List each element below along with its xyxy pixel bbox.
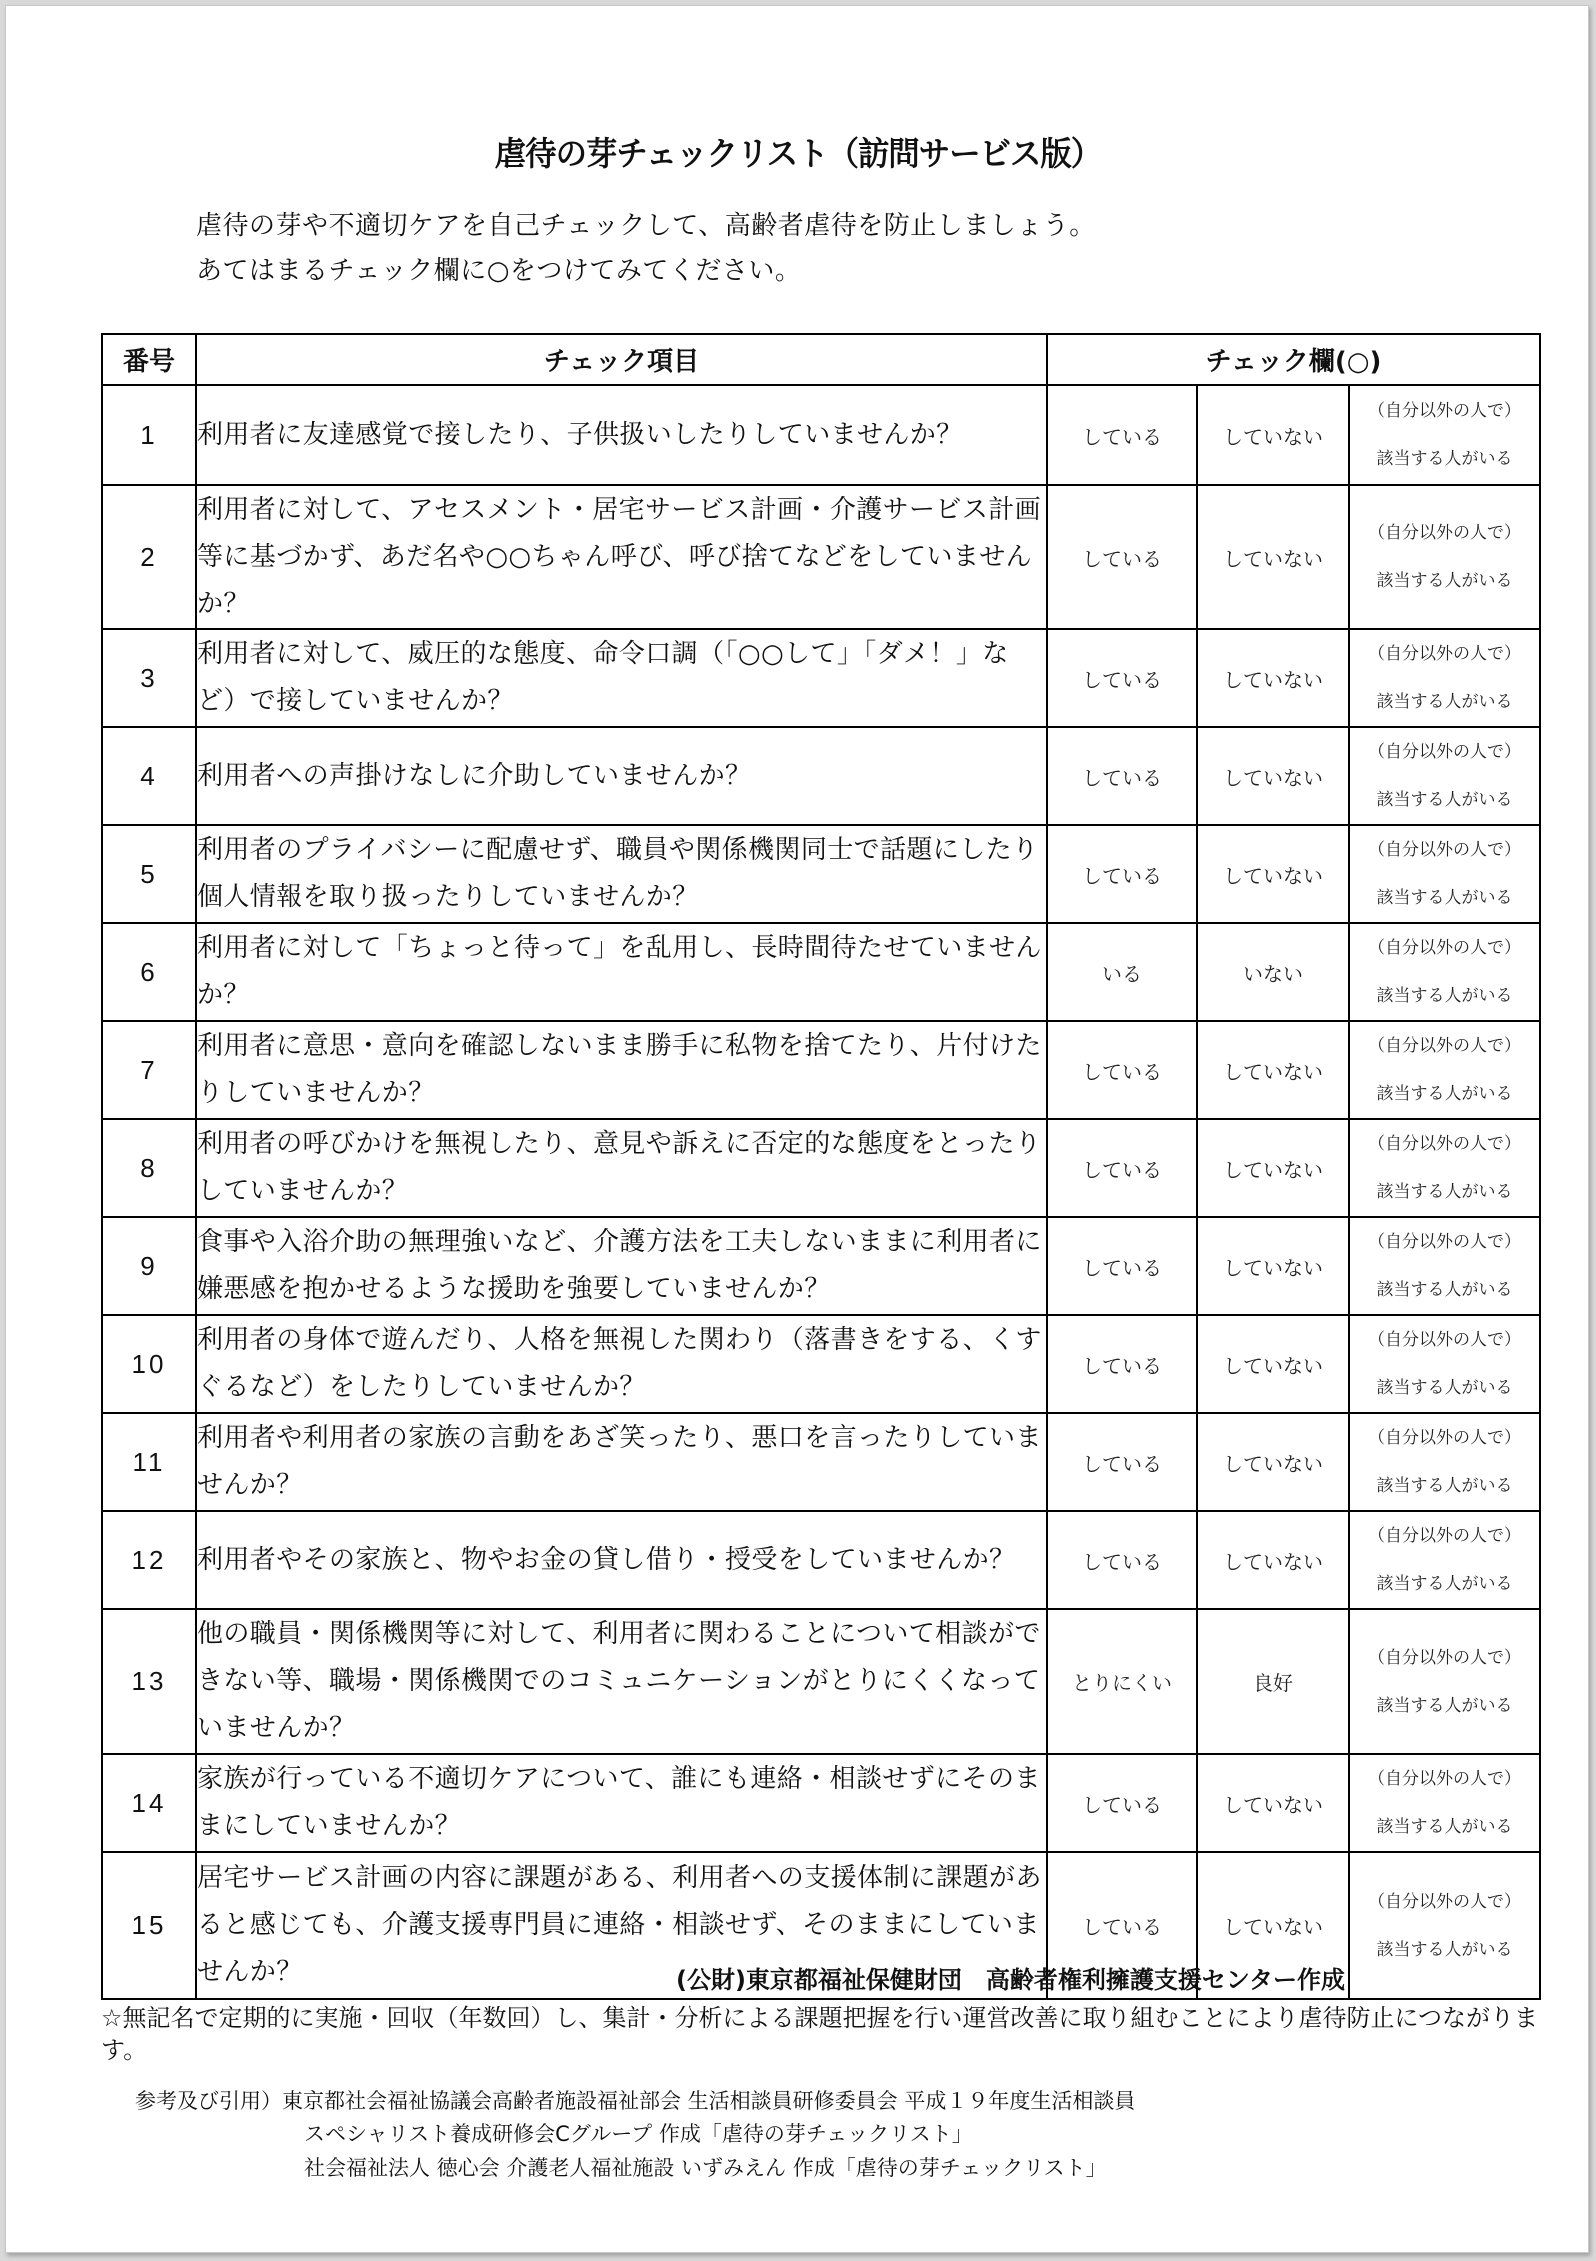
check-option-others[interactable] bbox=[1349, 1119, 1540, 1217]
row-check-item: 利用者の呼びかけを無視したり、意見や訴えに否定的な態度をとったりしていませんか？ bbox=[196, 1119, 1047, 1217]
table-row bbox=[102, 1609, 1540, 1754]
check-option-others[interactable] bbox=[1349, 1021, 1540, 1119]
table-row bbox=[102, 385, 1540, 485]
others-line-1: （自分以外の人で） bbox=[1368, 1036, 1522, 1056]
others-line-1: （自分以外の人で） bbox=[1368, 523, 1522, 543]
check-option-yes[interactable]: している bbox=[1047, 1119, 1197, 1217]
others-line-2: 該当する人がいる bbox=[1376, 888, 1513, 908]
check-option-no[interactable]: 良好 bbox=[1197, 1609, 1349, 1754]
row-number: 11 bbox=[102, 1413, 196, 1511]
check-option-no[interactable]: していない bbox=[1197, 1021, 1349, 1119]
others-line-2: 該当する人がいる bbox=[1376, 1378, 1513, 1398]
row-number: 4 bbox=[102, 727, 196, 825]
check-option-no[interactable]: していない bbox=[1197, 629, 1349, 727]
table-row bbox=[102, 485, 1540, 629]
others-line-1: （自分以外の人で） bbox=[1368, 1330, 1522, 1350]
row-number: 9 bbox=[102, 1217, 196, 1315]
check-option-no[interactable]: していない bbox=[1197, 1315, 1349, 1413]
row-check-item: 利用者や利用者の家族の言動をあざ笑ったり、悪口を言ったりしていませんか？ bbox=[196, 1413, 1047, 1511]
check-option-others[interactable] bbox=[1349, 1852, 1540, 1999]
table-row bbox=[102, 1511, 1540, 1609]
check-option-others[interactable] bbox=[1349, 825, 1540, 923]
table-row bbox=[102, 1754, 1540, 1852]
page-title: 虐待の芽チェックリスト（訪問サービス版） bbox=[494, 134, 1102, 173]
check-option-yes[interactable]: している bbox=[1047, 629, 1197, 727]
check-option-others[interactable] bbox=[1349, 385, 1540, 485]
others-line-2: 該当する人がいる bbox=[1376, 692, 1513, 712]
table-row bbox=[102, 727, 1540, 825]
row-check-item: 利用者のプライバシーに配慮せず、職員や関係機関同士で話題にしたり個人情報を取り扱ったりしていませんか？ bbox=[196, 825, 1047, 923]
credit-line: (公財)東京都福祉保健財団 高齢者権利擁護支援センター作成 bbox=[676, 1966, 1345, 1994]
others-line-1: （自分以外の人で） bbox=[1368, 1232, 1522, 1252]
row-check-item: 居宅サービス計画の内容に課題がある、利用者への支援体制に課題があると感じても、介護支援専門員に連絡・相談せず、そのままにしていませんか？ bbox=[196, 1852, 1047, 1999]
others-line-1: （自分以外の人で） bbox=[1368, 840, 1522, 860]
others-line-2: 該当する人がいる bbox=[1376, 1182, 1513, 1202]
row-check-item: 利用者に対して「ちょっと待って」を乱用し、長時間待たせていませんか？ bbox=[196, 923, 1047, 1021]
check-option-others[interactable] bbox=[1349, 923, 1540, 1021]
check-option-no[interactable]: いない bbox=[1197, 923, 1349, 1021]
check-option-no[interactable]: していない bbox=[1197, 1119, 1349, 1217]
reference-line-3: 社会福祉法人 徳心会 介護老人福祉施設 いずみえん 作成「虐待の芽チェックリスト」 bbox=[304, 2156, 1107, 2180]
reference-line-1: 参考及び引用）東京都社会福祉協議会高齢者施設福祉部会 生活相談員研修委員会 平成１９年度生活相談員 bbox=[135, 2089, 1136, 2113]
others-line-1: （自分以外の人で） bbox=[1368, 1428, 1522, 1448]
intro-line-1: 虐待の芽や不適切ケアを自己チェックして、高齢者虐待を防止しましょう。 bbox=[196, 211, 1096, 241]
check-option-others[interactable] bbox=[1349, 1754, 1540, 1852]
check-option-yes[interactable]: している bbox=[1047, 1852, 1197, 1999]
usage-note: ☆無記名で定期的に実施・回収（年数回）し、集計・分析による課題把握を行い運営改善に取り組むことにより虐待防止につながります。 bbox=[101, 2004, 1539, 2064]
check-option-no[interactable]: していない bbox=[1197, 825, 1349, 923]
check-option-yes[interactable]: している bbox=[1047, 1021, 1197, 1119]
row-check-item: 利用者に対して、アセスメント・居宅サービス計画・介護サービス計画等に基づかず、あだ名や○○ちゃん呼び、呼び捨てなどをしていませんか？ bbox=[196, 485, 1047, 629]
others-line-2: 該当する人がいる bbox=[1376, 1939, 1513, 1960]
row-check-item: 利用者の身体で遊んだり、人格を無視した関わり（落書きをする、くすぐるなど）をしたりしていませんか？ bbox=[196, 1315, 1047, 1413]
check-option-others[interactable] bbox=[1349, 727, 1540, 825]
check-option-yes[interactable]: している bbox=[1047, 485, 1197, 629]
row-number: 8 bbox=[102, 1119, 196, 1217]
check-option-yes[interactable]: している bbox=[1047, 1315, 1197, 1413]
others-line-1: （自分以外の人で） bbox=[1368, 1891, 1522, 1912]
others-line-1: （自分以外の人で） bbox=[1368, 401, 1522, 421]
checklist-table bbox=[101, 333, 1541, 2000]
table-row bbox=[102, 1021, 1540, 1119]
table-row bbox=[102, 1119, 1540, 1217]
row-number: 13 bbox=[102, 1609, 196, 1754]
table-row bbox=[102, 1413, 1540, 1511]
others-line-1: （自分以外の人で） bbox=[1368, 1769, 1522, 1789]
row-check-item: 利用者に対して、威圧的な態度、命令口調（「○○して」「ダメ！」など）で接していませんか？ bbox=[196, 629, 1047, 727]
reference-line-2: スペシャリスト養成研修会Cグループ 作成「虐待の芽チェックリスト」 bbox=[304, 2122, 973, 2146]
others-line-1: （自分以外の人で） bbox=[1368, 1647, 1522, 1668]
others-line-2: 該当する人がいる bbox=[1376, 986, 1513, 1006]
others-line-2: 該当する人がいる bbox=[1376, 1476, 1513, 1496]
check-option-yes[interactable]: している bbox=[1047, 1217, 1197, 1315]
check-option-no[interactable]: していない bbox=[1197, 727, 1349, 825]
row-number: 12 bbox=[102, 1511, 196, 1609]
others-line-1: （自分以外の人で） bbox=[1368, 742, 1522, 762]
check-option-no[interactable]: していない bbox=[1197, 385, 1349, 485]
row-check-item: 利用者やその家族と、物やお金の貸し借り・授受をしていませんか？ bbox=[196, 1511, 1047, 1609]
check-option-yes[interactable]: いる bbox=[1047, 923, 1197, 1021]
row-check-item: 利用者への声掛けなしに介助していませんか？ bbox=[196, 727, 1047, 825]
check-option-no[interactable]: していない bbox=[1197, 1754, 1349, 1852]
check-option-no[interactable]: していない bbox=[1197, 1852, 1349, 1999]
row-number: 6 bbox=[102, 923, 196, 1021]
check-option-others[interactable] bbox=[1349, 1315, 1540, 1413]
others-line-2: 該当する人がいる bbox=[1376, 1574, 1513, 1594]
others-line-2: 該当する人がいる bbox=[1376, 1280, 1513, 1300]
row-number: 14 bbox=[102, 1754, 196, 1852]
table-row bbox=[102, 825, 1540, 923]
table-row bbox=[102, 1217, 1540, 1315]
check-option-others[interactable] bbox=[1349, 1609, 1540, 1754]
others-line-2: 該当する人がいる bbox=[1376, 571, 1513, 591]
check-option-no[interactable]: していない bbox=[1197, 485, 1349, 629]
check-option-yes[interactable]: している bbox=[1047, 1511, 1197, 1609]
others-line-2: 該当する人がいる bbox=[1376, 1817, 1513, 1837]
check-option-yes[interactable]: している bbox=[1047, 1754, 1197, 1852]
others-line-1: （自分以外の人で） bbox=[1368, 1134, 1522, 1154]
row-check-item: 他の職員・関係機関等に対して、利用者に関わることについて相談ができない等、職場・関係機関でのコミュニケーションがとりにくくなっていませんか？ bbox=[196, 1609, 1047, 1754]
table-row bbox=[102, 1315, 1540, 1413]
check-option-others[interactable] bbox=[1349, 485, 1540, 629]
row-number: 10 bbox=[102, 1315, 196, 1413]
check-option-yes[interactable]: している bbox=[1047, 385, 1197, 485]
row-number: 5 bbox=[102, 825, 196, 923]
others-line-1: （自分以外の人で） bbox=[1368, 938, 1522, 958]
intro-line-2: あてはまるチェック欄に○をつけてみてください。 bbox=[196, 256, 802, 286]
check-option-no[interactable]: していない bbox=[1197, 1217, 1349, 1315]
row-check-item: 食事や入浴介助の無理強いなど、介護方法を工夫しないままに利用者に嫌悪感を抱かせるような援助を強要していませんか？ bbox=[196, 1217, 1047, 1315]
header-check: チェック欄(○) bbox=[1047, 334, 1540, 385]
header-item: チェック項目 bbox=[196, 334, 1047, 385]
check-option-others[interactable] bbox=[1349, 1413, 1540, 1511]
check-option-no[interactable]: していない bbox=[1197, 1511, 1349, 1609]
check-option-others[interactable] bbox=[1349, 1217, 1540, 1315]
row-number: 1 bbox=[102, 385, 196, 485]
row-check-item: 利用者に友達感覚で接したり、子供扱いしたりしていませんか？ bbox=[196, 385, 1047, 485]
check-option-yes[interactable]: している bbox=[1047, 1413, 1197, 1511]
table-row bbox=[102, 629, 1540, 727]
check-option-no[interactable]: していない bbox=[1197, 1413, 1349, 1511]
check-option-others[interactable] bbox=[1349, 1511, 1540, 1609]
others-line-1: （自分以外の人で） bbox=[1368, 1526, 1522, 1546]
row-number: 3 bbox=[102, 629, 196, 727]
others-line-2: 該当する人がいる bbox=[1376, 790, 1513, 810]
header-number: 番号 bbox=[102, 334, 196, 385]
table-row bbox=[102, 923, 1540, 1021]
check-option-yes[interactable]: とりにくい bbox=[1047, 1609, 1197, 1754]
check-option-yes[interactable]: している bbox=[1047, 825, 1197, 923]
others-line-2: 該当する人がいる bbox=[1376, 1695, 1513, 1716]
row-check-item: 家族が行っている不適切ケアについて、誰にも連絡・相談せずにそのままにしていませんか？ bbox=[196, 1754, 1047, 1852]
check-option-yes[interactable]: している bbox=[1047, 727, 1197, 825]
table-header-row bbox=[102, 334, 1540, 385]
check-option-others[interactable] bbox=[1349, 629, 1540, 727]
row-number: 2 bbox=[102, 485, 196, 629]
row-check-item: 利用者に意思・意向を確認しないまま勝手に私物を捨てたり、片付けたりしていませんか？ bbox=[196, 1021, 1047, 1119]
row-number: 15 bbox=[102, 1852, 196, 1999]
others-line-2: 該当する人がいる bbox=[1376, 1084, 1513, 1104]
others-line-1: （自分以外の人で） bbox=[1368, 644, 1522, 664]
row-number: 7 bbox=[102, 1021, 196, 1119]
others-line-2: 該当する人がいる bbox=[1376, 449, 1513, 469]
